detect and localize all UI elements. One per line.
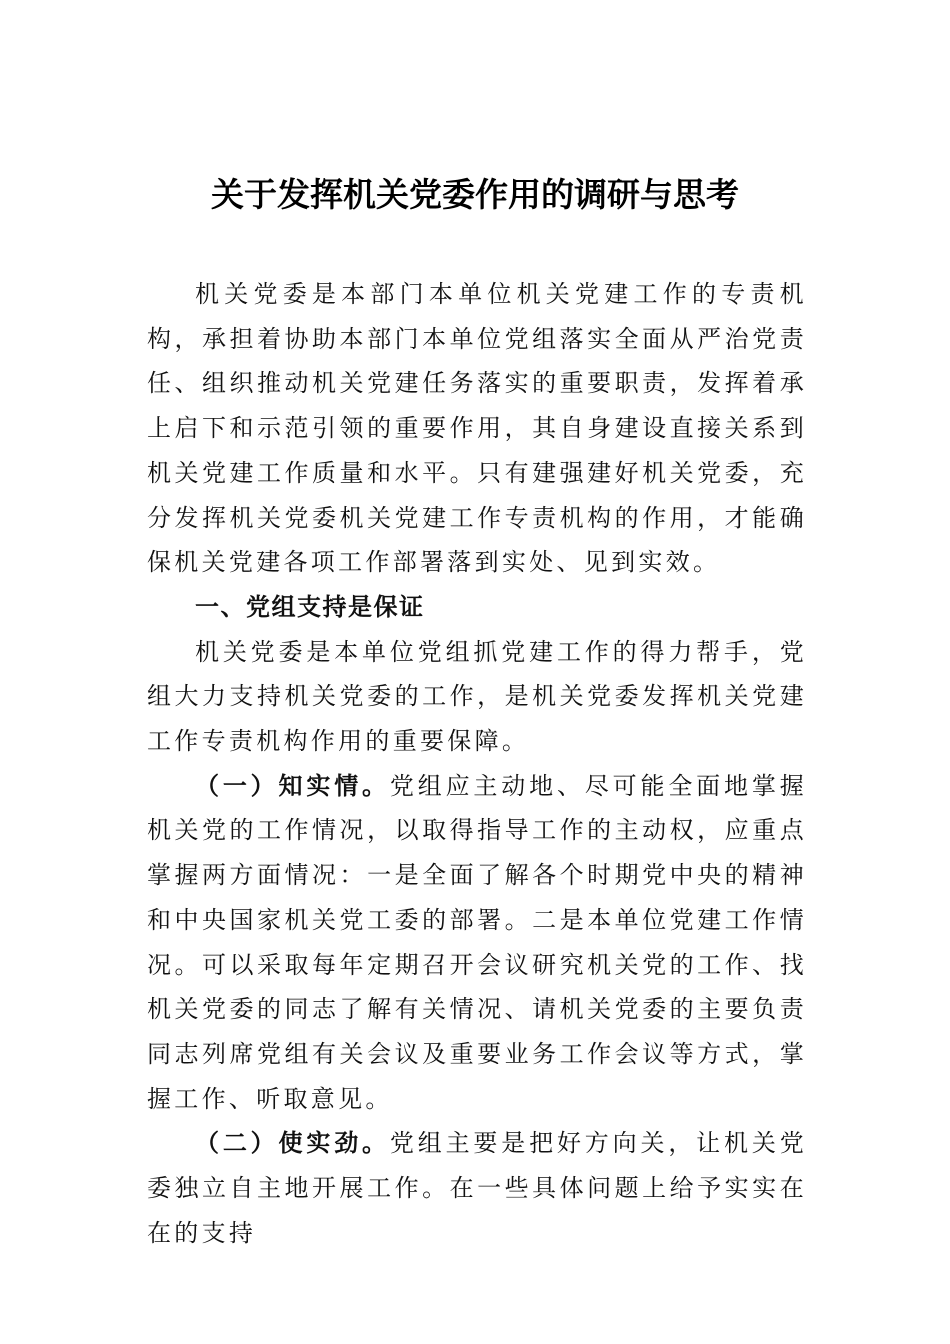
intro-paragraph: 机关党委是本部门本单位机关党建工作的专责机构，承担着协助本部门本单位党组落实全面从严治党责任、组织推动机关党建任务落实的重要职责，发挥着承上启下和示范引领的重要作用，其自身建设直接关系到机关党建工作质量和水平。只有建强建好机关党委，充分发挥机关党委机关党建工作专责机构的作用，才能确保机关党建各项工作部署落到实处、见到实效。 <box>147 280 807 577</box>
document-body <box>147 272 807 1255</box>
section-heading-1: 一、党组支持是保证 <box>195 592 425 621</box>
document-title: 关于发挥机关党委作用的调研与思考 <box>211 175 739 214</box>
section-1-intro-paragraph: 机关党委是本单位党组抓党建工作的得力帮手，党组大力支持机关党委的工作，是机关党委发挥机关党建工作专责机构作用的重要保障。 <box>147 637 807 756</box>
section-1-item-2-paragraph <box>147 1121 807 1255</box>
item-2-lead: （二）使实劲。 <box>195 1129 390 1158</box>
section-1-item-1-paragraph <box>147 764 807 1122</box>
item-2-text: 党组主要是把好方向关，让机关党委独立自主地开展工作。在一些具体问题上给予实实在在的支持 <box>147 1129 807 1247</box>
item-1-text: 党组应主动地、尽可能全面地掌握机关党的工作情况，以取得指导工作的主动权，应重点掌握两方面情况：一是全面了解各个时期党中央的精神和中央国家机关党工委的部署。二是本单位党建工作情况。可以采取每年定期召开会议研究机关党的工作、找机关党委的同志了解有关情况、请机关党委的主要负责同志列席党组有关会议及重要业务工作会议等方式，掌握工作、听取意见。 <box>147 771 807 1113</box>
item-1-lead: （一）知实情。 <box>195 771 390 800</box>
